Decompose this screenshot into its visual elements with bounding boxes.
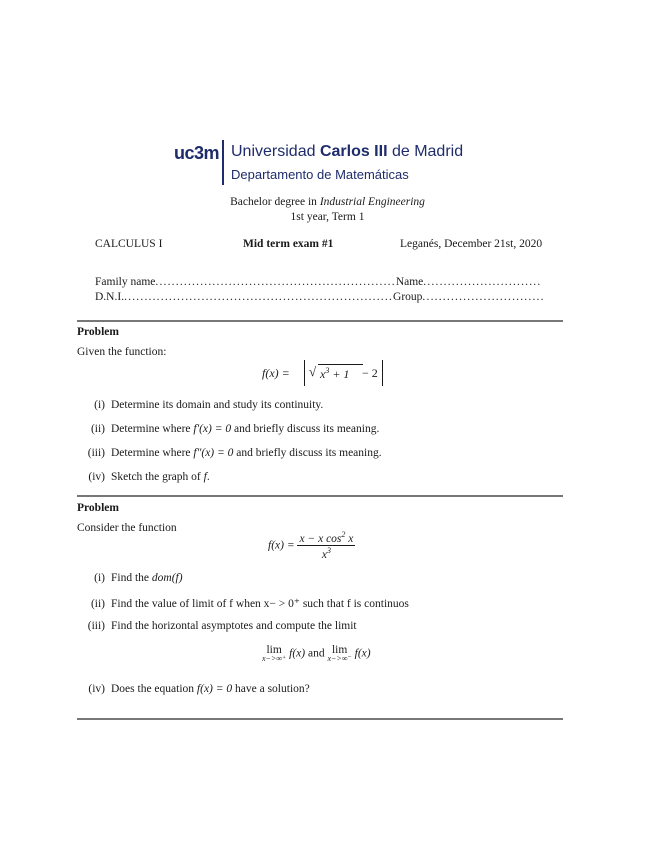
- problem2-function: [268, 530, 355, 561]
- problem1-intro: Given the function:: [77, 346, 167, 358]
- problem1-item-1: [77, 399, 323, 411]
- item-text: Does the equation: [111, 683, 197, 695]
- limits-expression: [262, 644, 371, 663]
- item-math: dom(f): [151, 572, 183, 584]
- exam-title: Mid term exam #1: [243, 238, 334, 250]
- dni-dots: ..................................................................: [124, 291, 394, 303]
- sqrt-sign: √: [309, 364, 317, 379]
- item-number: (ii): [90, 598, 105, 610]
- lim-fx: f(x): [289, 647, 306, 660]
- dni-label: D.N.I.: [95, 291, 125, 303]
- problem2-fx: f(x) =: [268, 539, 295, 552]
- lim-and: and: [308, 647, 325, 660]
- item-number: (ii): [90, 423, 105, 435]
- item-text: Determine where: [111, 447, 194, 459]
- problem2-item-2: [77, 596, 409, 610]
- divider-middle: [77, 495, 563, 497]
- problem2-title: Problem: [77, 502, 119, 514]
- item-text: Find the: [111, 572, 152, 584]
- item-text: Find the value of limit of f when x− > 0⁺ such that f is continuos: [111, 598, 409, 610]
- problem1-item-4: [77, 471, 210, 483]
- item-number: (iii): [87, 447, 105, 459]
- item-text: Determine its domain and study its continuity.: [111, 399, 324, 411]
- problem1-item-3: [77, 447, 382, 459]
- problem2-item-3: [77, 620, 357, 632]
- lim-sub: x−>∞⁻: [327, 654, 352, 663]
- abs-bar-right: [382, 360, 383, 386]
- item-text-post: have a solution?: [232, 683, 310, 695]
- name-label: Name: [395, 276, 424, 288]
- problem2-item-1: [77, 572, 183, 584]
- fraction-numerator: x − x $\cos^2 x$: [299, 530, 354, 545]
- group-dots: ..............................: [422, 291, 545, 303]
- sqrt-content: $x^3 + 1$: [320, 366, 350, 381]
- university-pre: Universidad: [231, 143, 320, 160]
- problem1-fx: f(x) =: [262, 366, 290, 380]
- lim-sub: x−>∞⁺: [262, 654, 287, 663]
- logo-uc3m: uc3m: [174, 143, 220, 163]
- lim-word: lim: [266, 644, 282, 656]
- logo-divider: [222, 140, 224, 185]
- dni-line: [95, 291, 563, 303]
- problem2-intro: Consider the function: [77, 522, 177, 534]
- divider-top: [77, 320, 563, 322]
- course-name: CALCULUS I: [95, 238, 163, 250]
- degree-prefix: Bachelor degree in: [230, 196, 320, 208]
- item-number: (i): [94, 399, 105, 411]
- family-name-dots: ...........................................................: [155, 276, 396, 288]
- sqrt-overline: [318, 364, 363, 365]
- group-label: Group: [393, 291, 423, 303]
- item-text: Determine where: [111, 423, 194, 435]
- department-name: Departamento de Matemáticas: [231, 167, 409, 182]
- university-post: de Madrid: [387, 143, 464, 160]
- item-math: f: [203, 471, 207, 483]
- name-dots: .............................: [423, 276, 542, 288]
- degree-name: Industrial Engineering: [319, 196, 425, 208]
- minus-two: − 2: [362, 366, 378, 380]
- problem2-item-4: [77, 683, 310, 695]
- item-number: (iii): [87, 620, 105, 632]
- problem1-title: Problem: [77, 326, 119, 338]
- university-bold: Carlos III: [319, 143, 388, 160]
- abs-bar-left: [304, 360, 305, 386]
- problem2-fraction: [297, 530, 355, 561]
- degree-line: [0, 196, 655, 208]
- item-text-post: .: [206, 471, 210, 483]
- lim-word: lim: [331, 644, 348, 656]
- divider-bottom: [77, 718, 563, 720]
- limit-minus: [327, 644, 351, 663]
- item-math: f(x) = 0: [196, 683, 233, 695]
- limit-plus: [262, 644, 286, 663]
- university-name: [231, 143, 463, 161]
- item-text: Find the horizontal asymptotes and compute the limit: [111, 620, 357, 632]
- item-math: f′(x) = 0: [193, 423, 232, 435]
- family-name-label: Family name: [95, 276, 156, 288]
- family-name-line: [95, 276, 563, 288]
- fraction-denominator: $x^3$: [321, 545, 331, 561]
- item-text-post: and briefly discuss its meaning.: [233, 447, 382, 459]
- year-term: 1st year, Term 1: [290, 211, 365, 223]
- item-text-post: and briefly discuss its meaning.: [231, 423, 380, 435]
- item-text: Sketch the graph of: [111, 471, 204, 483]
- item-math: f″(x) = 0: [193, 447, 234, 459]
- lim-fx: f(x): [354, 647, 371, 660]
- item-number: (iv): [88, 471, 105, 483]
- item-number: (i): [94, 572, 105, 584]
- place-date: Leganés, December 21st, 2020: [400, 238, 543, 250]
- problem1-item-2: [77, 423, 379, 435]
- item-number: (iv): [88, 683, 105, 695]
